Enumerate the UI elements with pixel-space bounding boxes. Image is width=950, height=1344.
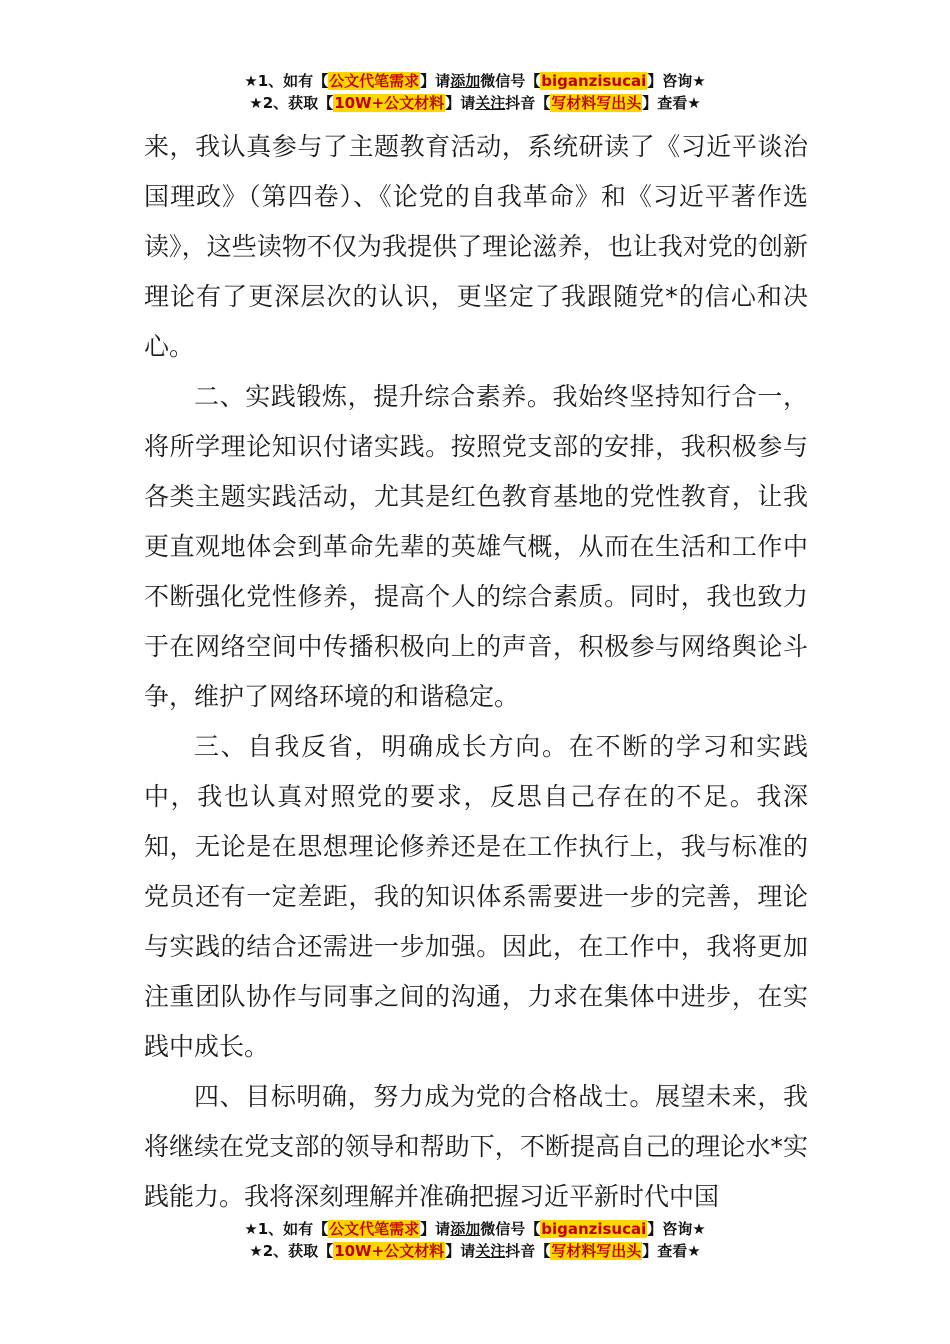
wechat-id: biganzisucai — [541, 1220, 647, 1238]
header-promo-banner — [0, 70, 950, 114]
footer-promo-banner — [0, 1218, 950, 1262]
promo-line-2: ★2、获取【10W+公文材料】请关注抖音【写材料写出头】查看★ — [249, 94, 701, 112]
douyin-account: 写材料写出头 — [551, 1242, 642, 1260]
document-body — [144, 122, 808, 1222]
highlight-text: 10W+公文材料 — [334, 94, 445, 112]
douyin-account: 写材料写出头 — [551, 94, 642, 112]
paragraph-practice: 二、实践锻炼，提升综合素养。我始终坚持知行合一，将所学理论知识付诸实践。按照党支部的安排，我积极参与各类主题实践活动，尤其是红色教育基地的党性教育，让我更直观地体会到革命先辈的英雄气概，从而在生活和工作中不断强化党性修养，提高个人的综合素质。同时，我也致力于在网络空间中传播积极向上的声音，积极参与网络舆论斗争，维护了网络环境的和谐稳定。 — [144, 382, 808, 711]
highlight-text: 公文代笔需求 — [329, 1220, 420, 1238]
paragraph-reflection: 三、自我反省，明确成长方向。在不断的学习和实践中，我也认真对照党的要求，反思自己存在的不足。我深知，无论是在思想理论修养还是在工作执行上，我与标准的党员还有一定差距，我的知识体系需要进一步的完善，理论与实践的结合还需进一步加强。因此，在工作中，我将更加注重团队协作与同事之间的沟通，力求在集体中进步，在实践中成长。 — [144, 732, 808, 1061]
promo-line-1: ★1、如有【公文代笔需求】请添加微信号【biganzisucai】咨询★ — [244, 1220, 706, 1238]
wechat-id: biganzisucai — [541, 72, 647, 90]
highlight-text: 公文代笔需求 — [329, 72, 420, 90]
paragraph-goals: 四、目标明确，努力成为党的合格战士。展望未来，我将继续在党支部的领导和帮助下，不断提高自己的理论水*实践能力。我将深刻理解并准确把握习近平新时代中国 — [144, 1082, 808, 1211]
promo-line-2: ★2、获取【10W+公文材料】请关注抖音【写材料写出头】查看★ — [249, 1242, 701, 1260]
promo-line-1: ★1、如有【公文代笔需求】请添加微信号【biganzisucai】咨询★ — [244, 72, 706, 90]
highlight-text: 10W+公文材料 — [334, 1242, 445, 1260]
paragraph-continuation: 来，我认真参与了主题教育活动，系统研读了《习近平谈治国理政》（第四卷）、《论党的自我革命》和《习近平著作选读》，这些读物不仅为我提供了理论滋养，也让我对党的创新理论有了更深层次的认识，更坚定了我跟随党*的信心和决心。 — [144, 132, 808, 361]
